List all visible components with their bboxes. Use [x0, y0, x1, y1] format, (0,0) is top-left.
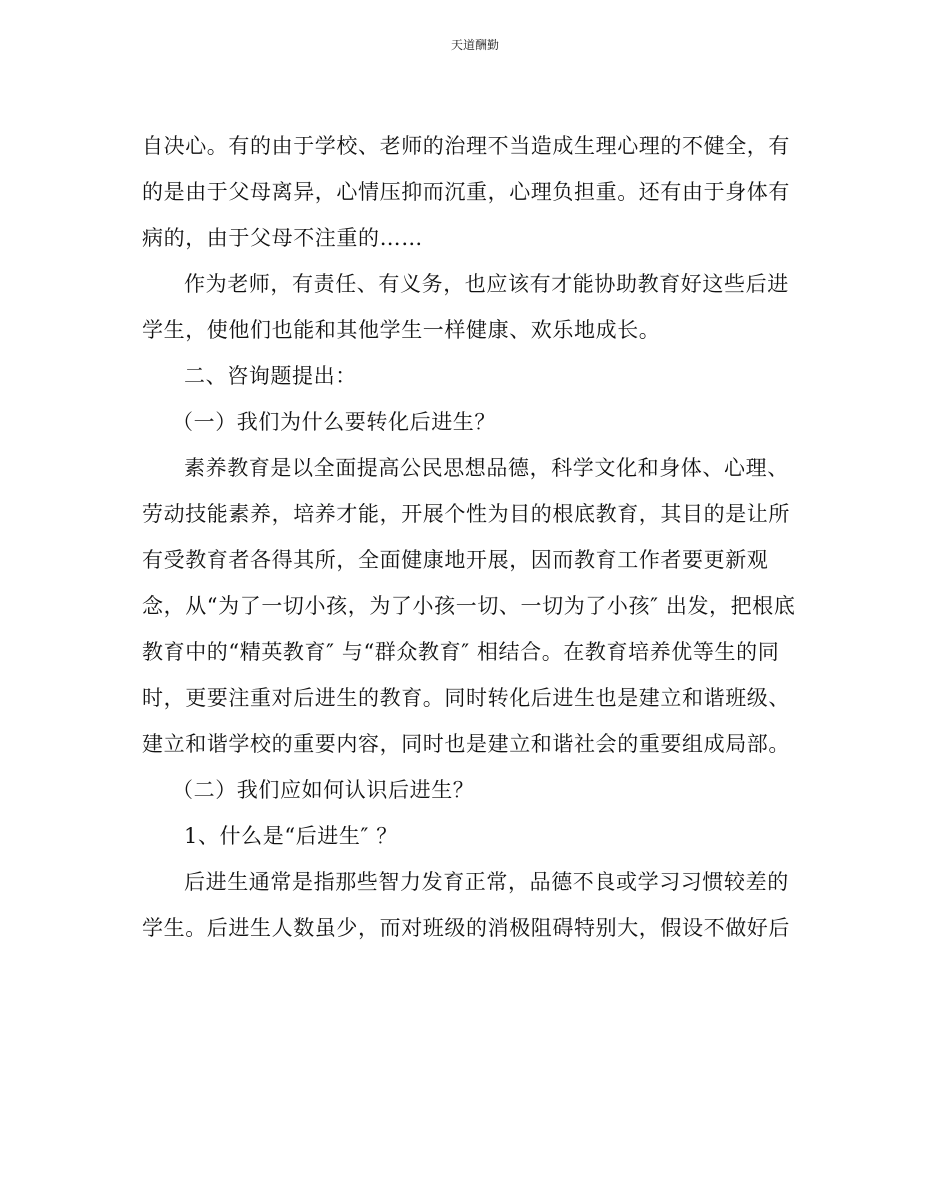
body-line: 劳动技能素养，培养才能，开展个性为目的根底教育，其目的是让所	[142, 502, 790, 526]
body-line: 时，更要注重对后进生的教育。同时转化后进生也是建立和谐班级、	[142, 686, 790, 710]
body-line: 素养教育是以全面提高公民思想品德，科学文化和身体、心理、	[184, 456, 789, 480]
subsection-heading: （二）我们应如何认识后进生？	[172, 778, 475, 802]
body-line: 教育中的“精英教育″ 与“群众教育″ 相结合。在教育培养优等生的同	[142, 640, 780, 664]
page-header: 天道酬勤	[450, 38, 499, 52]
body-line: 念，从“为了一切小孩，为了小孩一切、一切为了小孩″ 出发，把根底	[142, 594, 796, 618]
subsection-heading: （一）我们为什么要转化后进生？	[172, 410, 496, 434]
body-line: 有受教育者各得其所，全面健康地开展，因而教育工作者要更新观	[142, 548, 769, 572]
body-line: 的是由于父母离异，心情压抑而沉重，心理负担重。还有由于身体有	[142, 180, 790, 204]
body-line: 作为老师，有责任、有义务，也应该有才能协助教育好这些后进	[184, 272, 789, 296]
body-line: 自决心。有的由于学校、老师的治理不当造成生理心理的不健全，有	[142, 134, 790, 158]
document-body	[142, 130, 807, 958]
item-heading: 1、什么是“后进生″ ？	[184, 824, 398, 848]
body-line: 建立和谐学校的重要内容，同时也是建立和谐社会的重要组成局部。	[142, 732, 790, 756]
body-line: 后进生通常是指那些智力发育正常，品德不良或学习习惯较差的	[184, 870, 789, 894]
body-line: 学生，使他们也能和其他学生一样健康、欢乐地成长。	[142, 318, 661, 342]
section-heading: 二、咨询题提出：	[184, 364, 357, 388]
body-line: 学生。后进生人数虽少，而对班级的消极阻碍特别大，假设不做好后	[142, 916, 790, 940]
body-line: 病的，由于父母不注重的……	[142, 226, 423, 250]
